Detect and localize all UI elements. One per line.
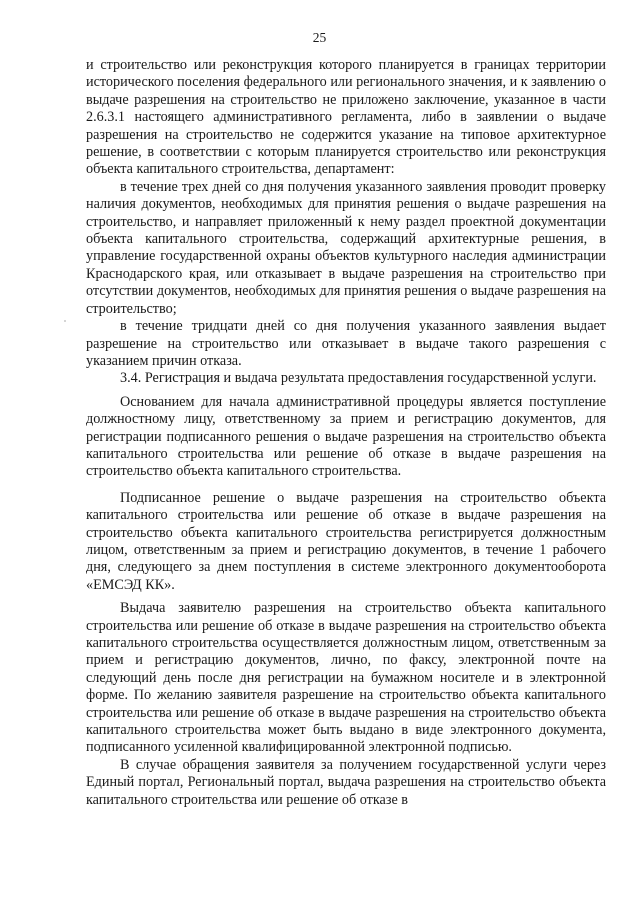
paragraph-continuation: и строительство или реконструкция которого планируется в границах территории исторического поселения федерального или регионального значения, и к заявлению о выдаче разрешения на строительство не приложено заключение, указанное в части 2.6.3.1 настоящего административного регламента, либо в заявлении о выдаче разрешения на строительство не содержится указание на типовое архитектурное решение, в соответствии с которым планируется строительство или реконструкция объекта капитального строительства, департамент: xyxy=(86,57,606,178)
paragraph-registration: Подписанное решение о выдаче разрешения на строительство объекта капитального строительства или решение об отказе в выдаче разрешения на строительство объекта капитального строительства регистрируется должностным лицом, ответственным за прием и регистрацию документов, в течение 1 рабочего дня, следующего за днем поступления в системе электронного документооборота «ЕМСЭД КК». xyxy=(86,489,606,593)
section-heading-3-4: 3.4. Регистрация и выдача результата предоставления государственной услуги. xyxy=(120,370,597,387)
document-body xyxy=(86,57,606,809)
paragraph-portal: В случае обращения заявителя за получением государственной услуги через Единый портал, Региональный портал, выдача разрешения на строительство объекта капитального строительства или решение об отказе в xyxy=(86,756,606,808)
paragraph-basis: Основанием для начала административной процедуры является поступление должностному лицу, ответственному за прием и регистрацию документов, для регистрации подписанного решения о выдаче разрешения на строительство объекта капитального строительства или решение об отказе в выдаче разрешения на строительство объекта капитального строительства. xyxy=(86,393,606,480)
paragraph-thirty-days: в течение тридцати дней со дня получения указанного заявления выдает разрешение на строительство или отказывает в выдаче такого разрешения с указанием причин отказа. xyxy=(86,318,606,369)
margin-speck xyxy=(64,320,66,322)
paragraph-issuance: Выдача заявителю разрешения на строительство объекта капитального строительства или решение об отказе в выдаче разрешения на строительство объекта капитального строительства осуществляется должностным лицом, ответственным за прием и регистрацию документов, лично, по факсу, электронной почте на следующий день после дня регистрации на бумажном носителе и в электронной форме. По желанию заявителя разрешение на строительство объекта капитального строительства или решение об отказе в выдаче разрешения на строительство объекта капитального строительства может быть выдано в виде электронного документа, подписанного усиленной квалифицированной электронной подписью. xyxy=(86,600,606,756)
paragraph-three-days: в течение трех дней со дня получения указанного заявления проводит проверку наличия документов, необходимых для принятия решения о выдаче разрешения на строительство, и направляет приложенный к нему раздел проектной документации объекта капитального строительства, содержащий архитектурные решения, в управление государственной охраны объектов культурного наследия администрации Краснодарского края, или отказывает в выдаче разрешения на строительство при отсутствии документов, необходимых для принятия решения о выдаче разрешения на строительство; xyxy=(86,178,606,317)
page-number: 25 xyxy=(312,30,327,45)
